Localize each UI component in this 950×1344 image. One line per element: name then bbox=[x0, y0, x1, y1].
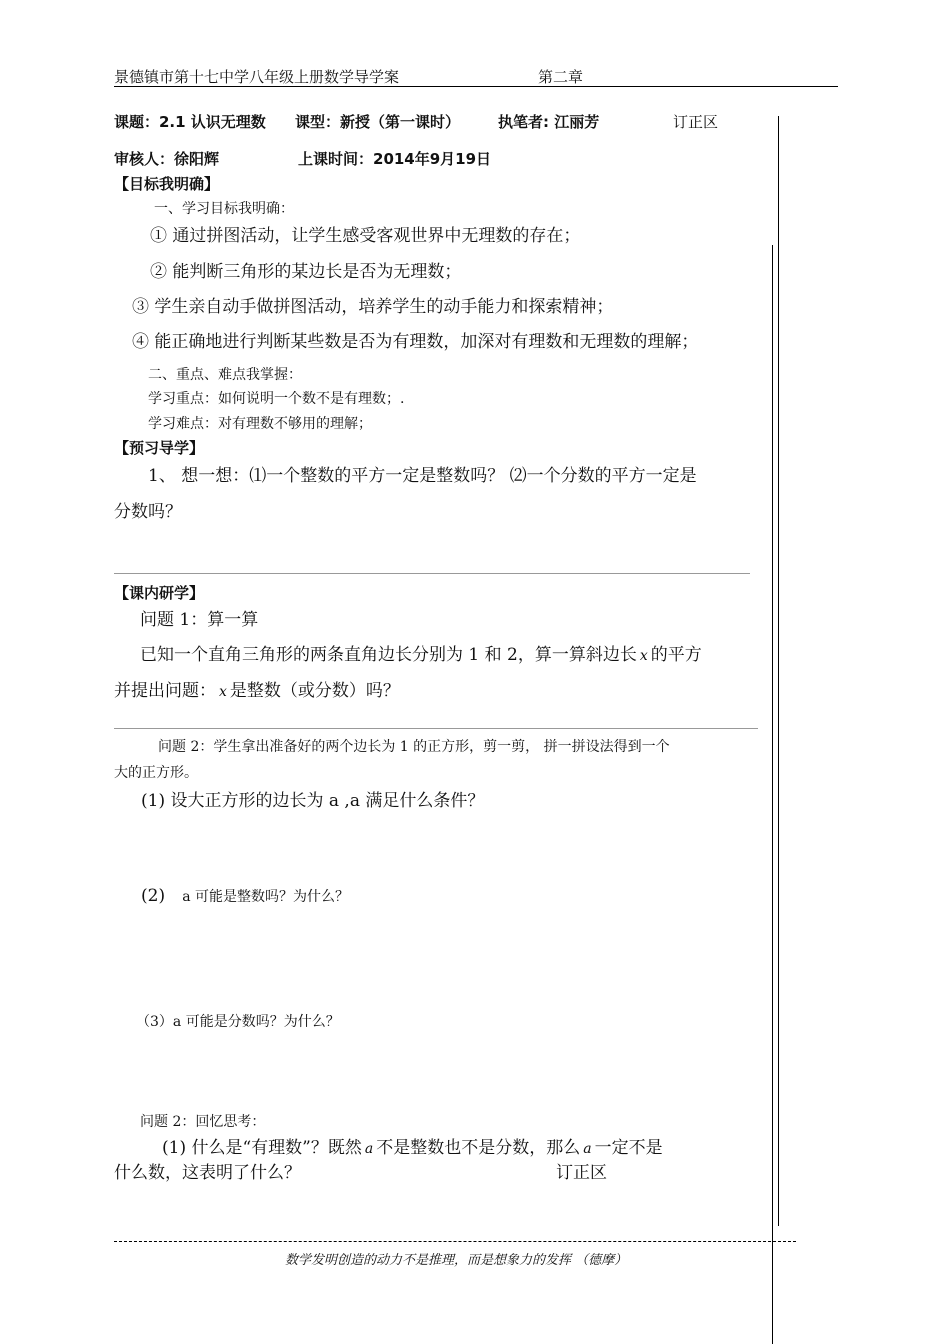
lesson-class-time: 上课时间：2014年9月19日 bbox=[298, 150, 492, 168]
goal-item-3: ③ 学生亲自动手做拼图活动，培养学生的动手能力和探索精神； bbox=[132, 297, 614, 317]
goal-item-4: ④ 能正确地进行判断某些数是否为有理数，加深对有理数和无理数的理解； bbox=[132, 332, 699, 352]
preview-heading: 【预习导学】 bbox=[114, 439, 205, 457]
correction-area-label-2: 订正区 bbox=[556, 1163, 607, 1183]
problem-1-text-b: 的平方 bbox=[650, 645, 702, 665]
inclass-heading: 【课内研学】 bbox=[114, 584, 205, 602]
correction-area-label: 订正区 bbox=[673, 113, 719, 131]
problem-2-text-cont: 大的正方形。 bbox=[114, 765, 198, 781]
problem-1-text-a: 已知一个直角三角形的两条直角边长分别为 1 和 2，算一算斜边长 bbox=[140, 645, 637, 665]
key-point: 学习重点：如何说明一个数不是有理数；. bbox=[148, 391, 405, 407]
key-difficulty-subheading: 二、重点、难点我掌握： bbox=[148, 367, 302, 383]
problem-1-text-line2 bbox=[114, 676, 400, 701]
header-rule bbox=[114, 86, 838, 87]
lesson-topic: 课题：2.1 认识无理数 bbox=[114, 113, 266, 131]
problem-2-question-1: (1) 设大正方形的边长为 a ,a 满足什么条件？ bbox=[141, 791, 485, 811]
difficulty-point: 学习难点：对有理数不够用的理解； bbox=[148, 416, 372, 432]
lesson-reviewer: 审核人：徐阳辉 bbox=[114, 150, 220, 168]
problem-2-text: 问题 2：学生拿出准备好的两个边长为 1 的正方形，剪一剪， 拼一拼设法得到一个 bbox=[158, 739, 670, 755]
variable-a: a bbox=[364, 1141, 374, 1157]
goals-subheading: 一、学习目标我明确： bbox=[154, 201, 294, 217]
problem-3-title: 问题 2：回忆思考： bbox=[140, 1114, 266, 1130]
section-divider-2 bbox=[114, 728, 758, 729]
problem-1-text-line1 bbox=[140, 640, 702, 665]
problem-1-text-d: 是整数（或分数）吗？ bbox=[229, 681, 400, 701]
correction-column-border bbox=[778, 116, 779, 1226]
goal-item-1: ① 通过拼图活动，让学生感受客观世界中无理数的存在； bbox=[150, 226, 581, 246]
problem-3-question-1 bbox=[162, 1133, 663, 1158]
problem-3-text-b: 不是整数也不是分数，那么 bbox=[376, 1138, 581, 1158]
question-2-number: (2) bbox=[141, 886, 166, 906]
goals-heading: 【目标我明确】 bbox=[114, 175, 220, 193]
lesson-type: 课型：新授（第一课时） bbox=[295, 113, 461, 131]
problem-2-question-3: （3）a 可能是分数吗？为什么？ bbox=[136, 1014, 340, 1030]
footer-quote: 数学发明创造的动力不是推理，而是想象力的发挥 （德摩） bbox=[285, 1253, 628, 1268]
problem-3-question-1-cont: 什么数，这表明了什么？ bbox=[114, 1163, 301, 1183]
document-header-title: 景德镇市第十七中学八年级上册数学导学案 bbox=[114, 68, 400, 86]
variable-x: x bbox=[639, 648, 648, 664]
problem-1-text-c: 并提出问题： bbox=[114, 681, 216, 701]
problem-3-text-c: 一定不是 bbox=[594, 1138, 663, 1158]
variable-a-2: a bbox=[583, 1141, 592, 1157]
preview-question-1-cont: 分数吗？ bbox=[114, 502, 182, 522]
preview-question-1: 1、 想一想：⑴一个整数的平方一定是整数吗？ ⑵一个分数的平方一定是 bbox=[148, 466, 697, 486]
footer-rule bbox=[114, 1241, 796, 1242]
goal-item-2: ② 能判断三角形的某边长是否为无理数； bbox=[150, 262, 462, 282]
document-header-chapter: 第二章 bbox=[538, 68, 584, 86]
lesson-author: 执笔者: 江丽芳 bbox=[498, 113, 600, 131]
question-2-text: a 可能是整数吗？为什么？ bbox=[182, 889, 349, 905]
correction-column-inner-border bbox=[772, 245, 773, 1344]
problem-1-title: 问题 1：算一算 bbox=[140, 610, 259, 630]
problem-3-text-a: (1) 什么是“有理数”？既然 bbox=[162, 1138, 362, 1158]
problem-2-question-2 bbox=[141, 886, 349, 906]
variable-x-2: x bbox=[219, 684, 227, 700]
section-divider bbox=[114, 573, 750, 574]
